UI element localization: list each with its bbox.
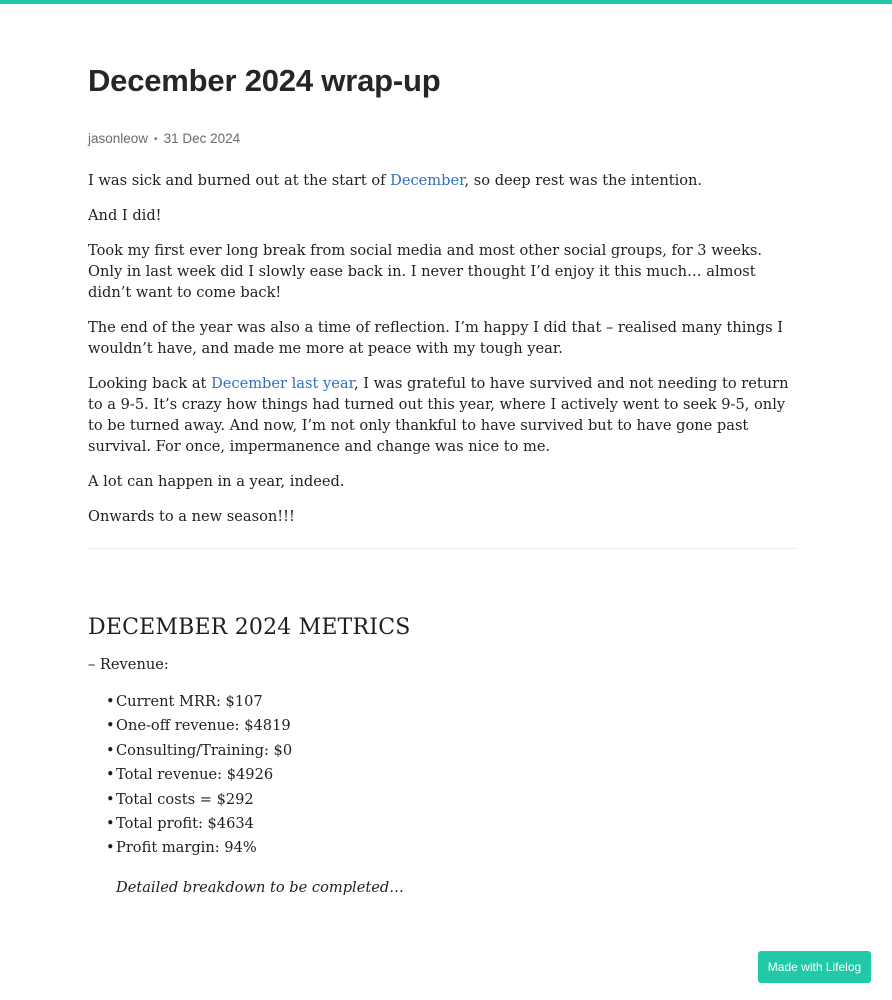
metrics-list xyxy=(106,690,292,861)
bullet-icon: • xyxy=(106,815,115,833)
bullet-icon: • xyxy=(106,693,115,710)
metric-item-consulting-training: •Consulting/Training: $0 xyxy=(106,739,292,763)
paragraph-1: I was sick and burned out at the start of December, so deep rest was the intention. xyxy=(88,172,703,189)
paragraph-6: A lot can happen in a year, indeed. xyxy=(88,473,345,490)
post-meta xyxy=(88,131,240,146)
metric-item-one-off-revenue: •One-off revenue: $4819 xyxy=(106,714,292,738)
bullet-icon: • xyxy=(106,839,115,857)
metric-item-total-profit: •Total profit: $4634 xyxy=(106,812,292,836)
section-divider xyxy=(88,548,796,549)
bullet-icon: • xyxy=(106,741,115,759)
meta-separator: • xyxy=(154,134,158,145)
december-link[interactable]: December xyxy=(390,172,465,189)
post-date: 31 Dec 2024 xyxy=(163,131,241,146)
made-with-lifelog-button[interactable]: Made with Lifelog xyxy=(758,951,871,983)
breakdown-note: Detailed breakdown to be completed… xyxy=(116,879,404,896)
author-name[interactable]: jasonleow xyxy=(88,131,149,146)
metric-item-current-mrr: •Current MRR: $107 xyxy=(106,690,292,714)
bullet-icon: • xyxy=(106,766,115,784)
paragraph-4: The end of the year was also a time of reflection. I’m happy I did that – realised many things I wouldn’t have, and made me more at peace with my tough year. xyxy=(88,319,784,357)
metrics-heading: DECEMBER 2024 METRICS xyxy=(88,615,411,640)
paragraph-3: Took my first ever long break from social media and most other social groups, for 3 weeks. Only in last week did I slowly ease back in. I never thought I’d enjoy it this much… almost didn’t want to come back! xyxy=(88,242,762,301)
paragraph-5: Looking back at December last year, I was grateful to have survived and not needing to return to a 9-5. It’s crazy how things had turned out this year, where I actively went to seek 9-5, only to be turned away. And now, I’m not only thankful to have survived but to have gone past survival. For once, impermanence and change was nice to me. xyxy=(88,375,789,455)
bullet-icon: • xyxy=(106,717,115,735)
metric-item-profit-margin: •Profit margin: 94% xyxy=(106,836,292,860)
post-body xyxy=(88,170,798,541)
bullet-icon: • xyxy=(106,790,115,808)
paragraph-7: Onwards to a new season!!! xyxy=(88,508,295,525)
metric-item-total-costs: •Total costs = $292 xyxy=(106,788,292,812)
top-accent-bar xyxy=(0,0,892,4)
metric-item-total-revenue: •Total revenue: $4926 xyxy=(106,763,292,787)
revenue-label: – Revenue: xyxy=(88,656,169,673)
paragraph-2: And I did! xyxy=(88,207,162,224)
december-last-year-link[interactable]: December last year xyxy=(211,375,354,392)
post-title: December 2024 wrap-up xyxy=(88,63,441,98)
